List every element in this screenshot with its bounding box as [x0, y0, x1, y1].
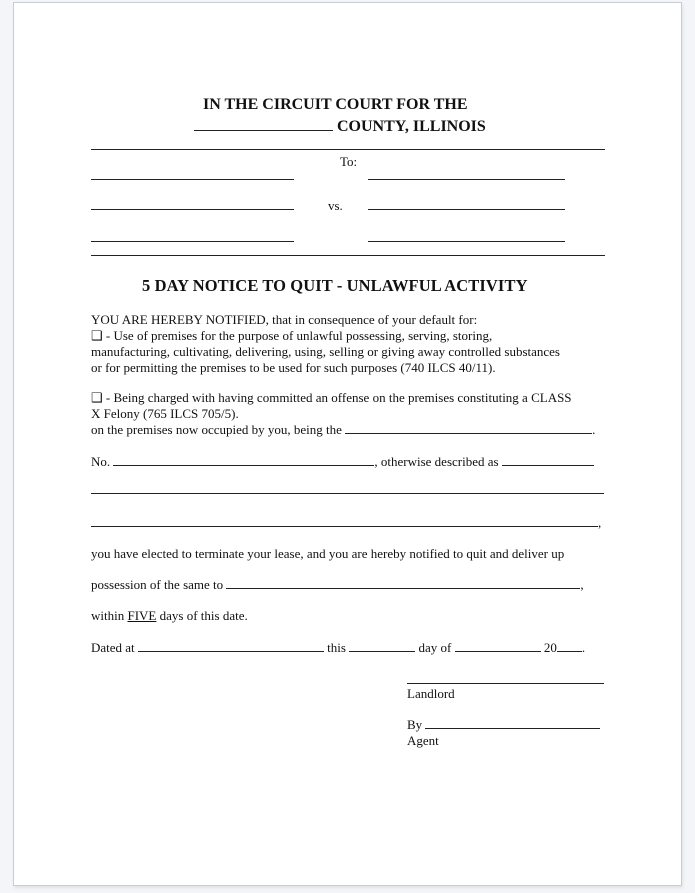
agent-label: Agent: [407, 733, 439, 748]
dated-at-blank[interactable]: [138, 640, 324, 652]
within-line: [91, 608, 248, 623]
month-blank[interactable]: [455, 640, 541, 652]
caption-top-rule: [91, 149, 605, 150]
landlord-signature-line[interactable]: [407, 683, 604, 684]
possession-comma: ,: [580, 577, 584, 592]
party-blank-left-3[interactable]: [91, 241, 294, 242]
premises-period: .: [592, 422, 596, 437]
county-blank[interactable]: [194, 119, 333, 131]
party-blank-right-3[interactable]: [368, 241, 565, 242]
dated-line: [91, 640, 585, 655]
option-1-text: - Use of premises for the purpose of unlawful possessing, serving, storing,: [102, 328, 493, 343]
premises-line: [91, 422, 595, 437]
document-page: [13, 2, 682, 886]
vs-label: vs.: [328, 198, 343, 213]
checkbox-class-x-felony[interactable]: ❑: [91, 390, 103, 405]
option-2-text: - Being charged with having committed an offense on the premises constituting a CLASS: [102, 390, 572, 405]
five-days-value: FIVE: [127, 608, 157, 623]
no-label: No.: [91, 454, 111, 469]
county-heading: [194, 117, 486, 136]
otherwise-label: , otherwise described as: [374, 454, 499, 469]
option-2-line-2: X Felony (765 ILCS 705/5).: [91, 406, 239, 421]
option-1-line-1: [91, 328, 492, 343]
dated-period: .: [581, 640, 586, 655]
day-blank[interactable]: [349, 640, 415, 652]
party-blank-right-1[interactable]: [368, 179, 565, 180]
this-label: this: [327, 640, 346, 655]
description-line-2[interactable]: [91, 526, 598, 527]
possession-label: possession of the same to: [91, 577, 224, 592]
year-prefix: 20: [543, 640, 557, 655]
terminate-line: you have elected to terminate your lease, and you are hereby notified to quit and deliver up: [91, 546, 565, 561]
notice-title: 5 DAY NOTICE TO QUIT - UNLAWFUL ACTIVITY: [142, 276, 528, 295]
county-heading-text: COUNTY, ILLINOIS: [337, 118, 486, 135]
description-comma: ,: [598, 515, 602, 530]
option-2-line-1: [91, 390, 572, 405]
party-blank-left-1[interactable]: [91, 179, 294, 180]
landlord-label: Landlord: [407, 686, 455, 701]
number-blank[interactable]: [113, 454, 374, 466]
day-of-label: day of: [418, 640, 452, 655]
description-line-1[interactable]: [91, 493, 604, 494]
party-blank-left-2[interactable]: [91, 209, 294, 210]
option-1-line-3: or for permitting the premises to be used for such purposes (740 ILCS 40/11).: [91, 360, 496, 375]
party-blank-right-2[interactable]: [368, 209, 565, 210]
possession-blank[interactable]: [226, 577, 580, 589]
to-label: To:: [340, 154, 358, 169]
premises-label: on the premises now occupied by you, being the: [91, 422, 342, 437]
days-label: days of this date.: [159, 608, 248, 623]
year-blank[interactable]: [557, 640, 582, 652]
number-line: [91, 454, 594, 469]
option-1-line-2: manufacturing, cultivating, delivering, using, selling or giving away controlled substances: [91, 344, 560, 359]
court-heading: IN THE CIRCUIT COURT FOR THE: [203, 96, 468, 113]
dated-at-label: Dated at: [91, 640, 135, 655]
possession-line: [91, 577, 584, 592]
agent-signature-blank[interactable]: [425, 717, 600, 729]
caption-bottom-rule: [91, 255, 605, 256]
within-label: within: [91, 608, 125, 623]
by-label: By: [407, 717, 423, 732]
premises-blank[interactable]: [345, 422, 592, 434]
description-blank[interactable]: [502, 454, 594, 466]
checkbox-unlawful-use[interactable]: ❑: [91, 328, 103, 343]
notified-line: YOU ARE HEREBY NOTIFIED, that in consequence of your default for:: [91, 312, 478, 327]
by-line: [407, 717, 600, 732]
